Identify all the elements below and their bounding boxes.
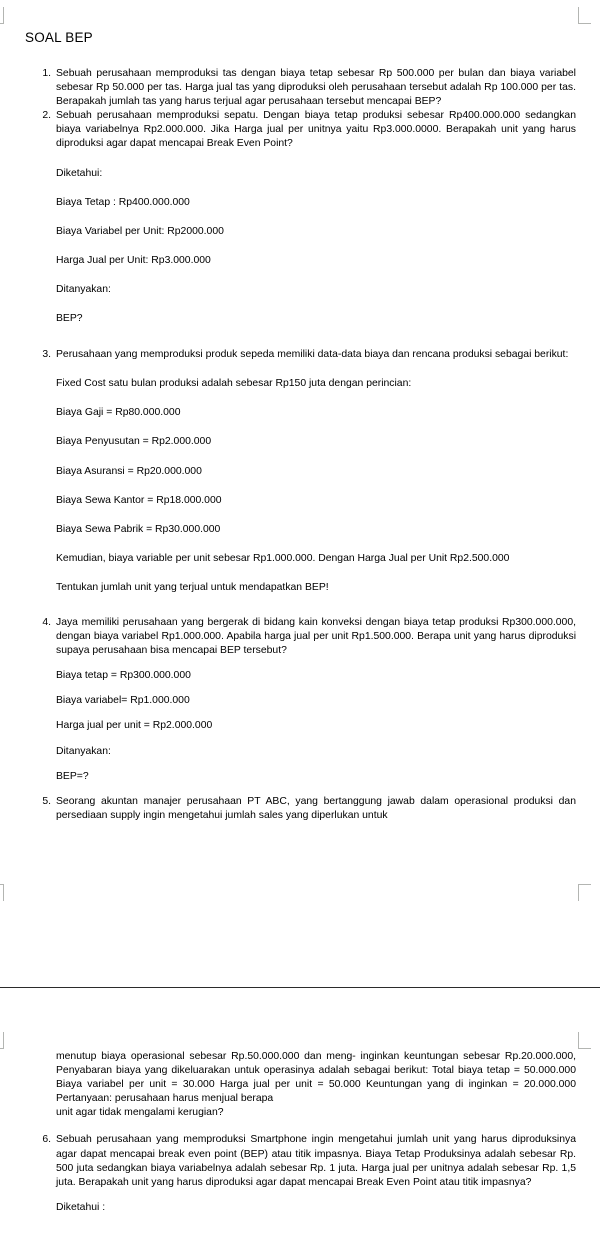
question-item	[24, 109, 576, 326]
question-detail: Biaya Gaji = Rp80.000.000	[56, 407, 181, 419]
question-detail: BEP?	[56, 313, 83, 325]
crop-mark-top-right	[578, 7, 591, 24]
question-number: 3.	[42, 349, 51, 361]
question-item	[24, 616, 576, 784]
question-text: Jaya memiliki perusahaan yang bergerak di bidang kain konveksi dengan biaya tetap produksi Rp300.000.000, dengan biaya variabel Rp1.000.000. Apabila harga jual per unit Rp1.500.000. Berapa unit yang harus diproduksi supaya perusahaan bisa mencapai BEP tersebut?	[56, 616, 576, 657]
question-text: Sebuah perusahaan memproduksi sepatu. Dengan biaya tetap produksi sebesar Rp400.000.000 sedangkan biaya variabelnya Rp2.000.000. Jika Harga jual per unitnya yaitu Rp3.000.0000. Berapakah unit yang harus diproduksi agar dapat mencapai Break Even Point?	[56, 110, 576, 150]
question-text: Sebuah perusahaan yang memproduksi Smartphone ingin mengetahui jumlah unit yang harus diproduksinya agar dapat mencapai break even point (BEP) atau titik impasnya. Biaya Tetap Produksinya adalah sebesar Rp. 500 juta sedangkan biaya variabelnya adalah sebesar Rp. 1 juta. Harga jual per unitnya adalah sebesar Rp. 1,5 juta. Berapakah unit yang harus diproduksi agar dapat mencapai Break Even Point atau titik impasnya?	[56, 1134, 576, 1188]
question-list-page-two	[24, 1133, 576, 1214]
question-item	[24, 1133, 576, 1214]
question-detail: Harga Jual per Unit: Rp3.000.000	[56, 254, 211, 266]
crop-mark-bottom-left	[0, 884, 4, 901]
question-detail: Kemudian, biaya variable per unit sebesar Rp1.000.000. Dengan Harga Jual per Unit Rp2.500.000	[56, 552, 510, 564]
question-item	[24, 795, 576, 823]
crop-mark-page-two-top-right	[578, 1032, 591, 1049]
question-number: 6.	[42, 1134, 51, 1146]
question-number: 1.	[42, 68, 51, 79]
question-detail: Tentukan jumlah unit yang terjual untuk mendapatkan BEP!	[56, 581, 329, 593]
crop-mark-top-left	[0, 7, 4, 24]
question-detail: Ditanyakan:	[56, 283, 111, 295]
page-title: SOAL BEP	[25, 30, 93, 45]
document-page-two	[0, 988, 600, 1252]
crop-mark-bottom-right	[578, 884, 591, 901]
question-number: 4.	[42, 616, 51, 628]
question-detail: Biaya Asuransi = Rp20.000.000	[56, 465, 202, 477]
question-detail: Biaya tetap = Rp300.000.000	[56, 670, 191, 682]
question-five-continuation	[24, 988, 576, 1106]
question-detail: Harga jual per unit = Rp2.000.000	[56, 720, 213, 732]
question-text: Seorang akuntan manajer perusahaan PT ABC, yang bertanggung jawab dalam operasional produksi dan persediaan supply ingin mengetahui jumlah sales yang diperlukan untuk	[56, 795, 576, 821]
question-detail: BEP=?	[56, 770, 89, 782]
crop-mark-page-two-top-left	[0, 1032, 4, 1049]
question-detail: Fixed Cost satu bulan produksi adalah sebesar Rp150 juta dengan perincian:	[56, 378, 412, 390]
question-text: Sebuah perusahaan memproduksi tas dengan biaya tetap sebesar Rp 500.000 per bulan dan biaya variabel sebesar Rp 50.000 per tas. Harga jual tas yang diproduksi oleh perusahaan tersebut adalah Rp 100.000 per tas. Berapakah jumlah tas yang harus terjual agar perusahaan tersebut mencapai BEP?	[56, 68, 576, 108]
continuation-text: menutup biaya operasional sebesar Rp.50.000.000 dan meng- inginkan keuntungan sebesar Rp.20.000.000, Penyabaran biaya yang dikeluarakan untuk operasinya adalah sebagai berikut: Total biaya tetap = 50.000.000 Biaya variabel per unit = 30.000 Harga jual per unit = 50.000 Keuntungan yang di inginkan = 20.000.000 Pertanyaan: perusahaan harus menjual berapa	[56, 1051, 576, 1105]
question-detail: Diketahui :	[56, 1201, 106, 1213]
question-number: 5.	[42, 795, 51, 807]
question-item	[24, 348, 576, 595]
question-detail: Biaya Sewa Kantor = Rp18.000.000	[56, 494, 222, 506]
question-detail: Diketahui:	[56, 167, 103, 179]
question-detail: Biaya Penyusutan = Rp2.000.000	[56, 436, 212, 448]
question-detail: Ditanyakan:	[56, 745, 111, 757]
question-number: 2.	[42, 110, 51, 122]
question-list-page-one	[24, 67, 576, 823]
question-text: Perusahaan yang memproduksi produk sepeda memiliki data-data biaya dan rencana produksi sebagai berikut:	[56, 349, 569, 361]
question-detail: Biaya Variabel per Unit: Rp2000.000	[56, 225, 224, 237]
question-detail: Biaya Tetap : Rp400.000.000	[56, 196, 190, 208]
question-detail: Biaya variabel= Rp1.000.000	[56, 695, 190, 707]
question-five-continuation-last-line: unit agar tidak mengalami kerugian?	[56, 1107, 224, 1119]
question-detail: Biaya Sewa Pabrik = Rp30.000.000	[56, 523, 221, 535]
question-item	[24, 67, 576, 109]
